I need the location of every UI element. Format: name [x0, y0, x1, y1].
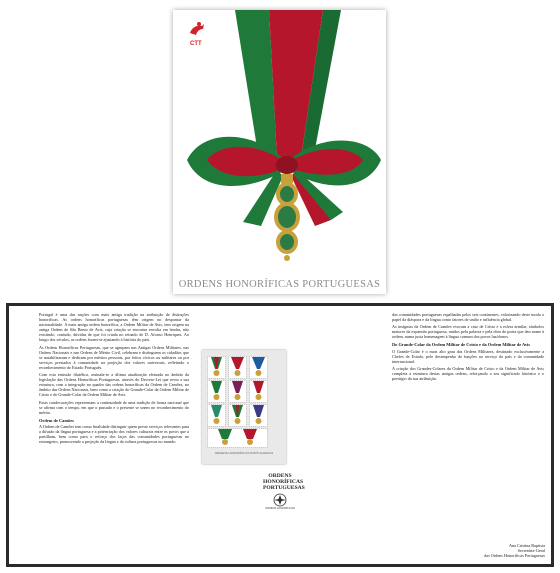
stamp	[250, 405, 267, 426]
emblem-title-line: ORDENS	[268, 473, 292, 479]
signature-org: das Ordens Honoríficas Portuguesas	[484, 553, 545, 558]
signature-role: Secretária-Geral	[517, 548, 545, 553]
stamp	[208, 405, 225, 426]
paragraph: das comunidades portuguesas espalhadas pelos seis continentes, valorizando deste modo o papel da diáspora e da língua como fatores de união e influência global.	[392, 312, 544, 323]
paragraph: As insígnias da Ordem de Camões evocam a cruz de Cristo e a esfera armilar, símbolos maiores da expansão portuguesa, unidos pela palavra e pela obra do poeta que deu nome à ordem, numa justa homenagem à língua comum dos povos lusófonos.	[392, 324, 544, 340]
signature-name: Ana Cristina Baptista	[508, 543, 545, 548]
stamp-large	[208, 429, 267, 447]
stamp	[208, 357, 225, 378]
left-text-column	[39, 312, 189, 560]
folder-spread	[6, 303, 554, 567]
paragraph: O Grande-Colar é o mais alto grau das Ordens Militares, destinado exclusivamente a Chefes de Estado, pelo desempenho de funções ao serviço do país e da comunidade internacional.	[392, 348, 544, 364]
order-emblem	[263, 473, 305, 510]
cover-title: ORDENS HONORÍFICAS PORTUGUESAS	[178, 279, 381, 290]
brand-label: CTT	[190, 41, 202, 47]
paragraph: Com esta emissão filatélica, assinala-se a última atualização efetuada no âmbito da legislação das Ordens Honoríficas Portuguesas, através do Decreto-Lei que reviu a sua estrutura, com a integração no quadro das ordens honoríficas da Ordem de Camões, no âmbito das Ordens Nacionais, bem como a criação do Grande-Colar da Ordem Militar de Cristo e do Grande-Colar da Ordem Militar de Avis.	[39, 372, 189, 398]
paragraph: As Ordens Honoríficas Portuguesas, que se agrupam nas Antigas Ordens Militares, nas Ordens Nacionais e nas Ordens de Mérito Civil, celebram e distinguem os cidadãos que se notabilizaram e dedicam por méritos pessoais, por feitos cívicos ou militares ou por serviços prestados à comunidade na projeção dos valores universais, refletindo o reconhecimento do Estado Português.	[39, 344, 189, 370]
paragraph: Estas condecorações representam a continuidade de uma tradição de honra nacional que se afirma com o tempo, em que o passado e o presente se unem no reconhecimento do mérito.	[39, 399, 189, 415]
signature-block	[484, 543, 545, 558]
section-heading: Do Grande-Colar da Ordem Militar de Cristo e da Ordem Militar de Avis	[392, 342, 530, 348]
section-heading: Ordem de Camões	[39, 417, 74, 423]
ctt-horse-rider-logo-icon	[188, 21, 206, 39]
stamp	[208, 381, 225, 402]
paragraph: A Ordem de Camões tem como finalidade distinguir quem preste serviços relevantes para a difusão da língua portuguesa e a potenciação dos valores culturais entre os povos que a partilham, bem como para o reforço dos laços das comunidades portuguesas no estrangeiro, promovendo a projeção da língua e da cultura portuguesas no mundo.	[39, 423, 189, 445]
emblem-title-line: HONORÍFICAS	[263, 479, 304, 485]
stamp	[229, 357, 246, 378]
emblem-subtitle: ORDENS HONORÍFICAS	[265, 507, 295, 510]
sash-illustration	[173, 10, 386, 294]
stamp	[229, 405, 246, 426]
stamp	[250, 381, 267, 402]
right-text-column	[392, 312, 544, 538]
cover-page	[173, 10, 386, 294]
emblem-title-line: PORTUGUESAS	[263, 485, 305, 491]
order-emblem-icon	[270, 493, 290, 507]
right-inner-page	[280, 306, 551, 564]
stamp	[229, 381, 246, 402]
paragraph: A criação dos Grandes-Colares da Ordem Militar de Cristo e da Ordem Militar de Avis completa a estrutura destas antigas ordens, reforçando o seu significado histórico e o prestígio da sua atribuição.	[392, 365, 544, 382]
sheet-caption: ORDENS HONORÍFICAS PORTUGUESAS	[214, 451, 274, 455]
stamp	[250, 357, 267, 378]
paragraph: Portugal é uma das nações com mais antiga tradição na atribuição de distinções honoríficas. As ordens honoríficas portuguesas têm origem no despontar da nacionalidade. A mais antiga ordem honorífica, a Ordem Militar de Avis, tem origem na antiga Ordem de São Bento de Avis, cuja criação se encontra envolta em lendas, não existindo, contudo, dúvidas de que foi criada no reinado de D. Afonso Henriques. Ao longo dos séculos, as ordens foram-se ajustando à história do país.	[39, 312, 189, 343]
stamp-sheet	[202, 350, 286, 464]
